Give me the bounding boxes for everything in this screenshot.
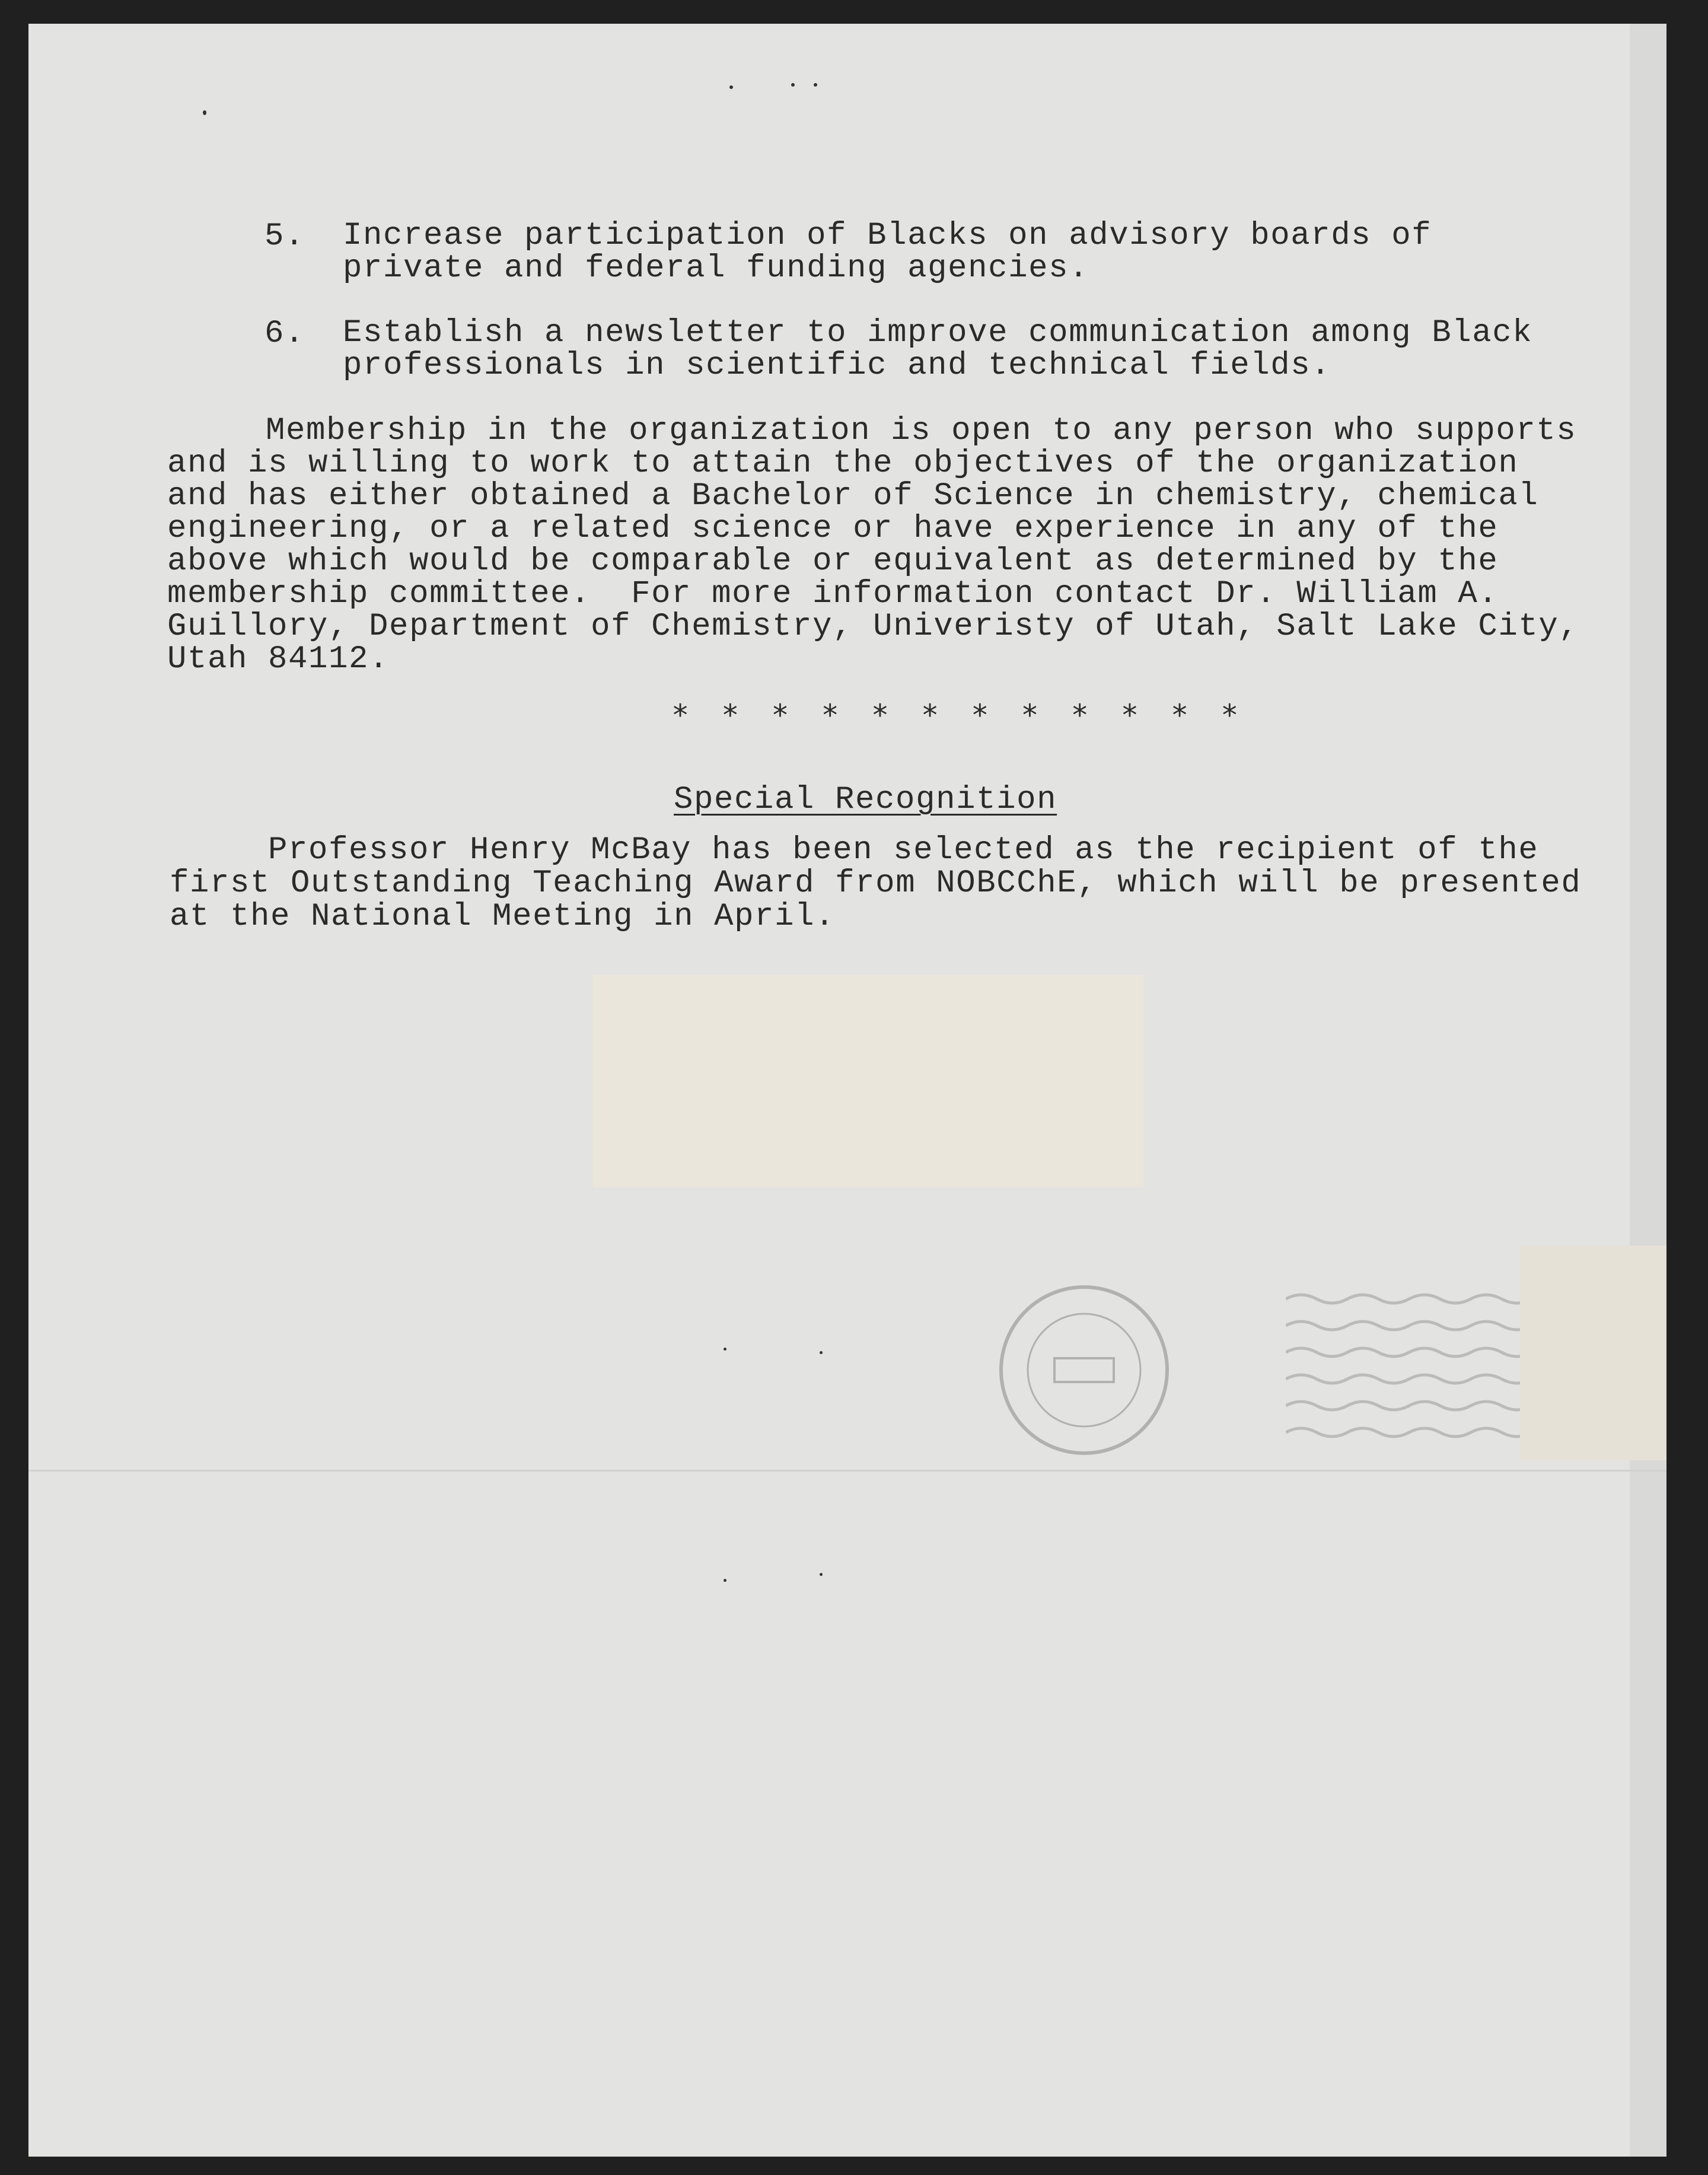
ink-speck [791,83,795,87]
special-recognition-heading: Special Recognition [674,782,1057,818]
item-6-line-2: professionals in scientific and technical fields. [343,348,1331,384]
ink-speck [724,1579,726,1582]
membership-line-3: and has either obtained a Bachelor of Science in chemistry, chemical [167,478,1539,514]
item-5-number: 5. [265,218,305,254]
document-page [28,24,1666,2157]
special-line-3: at the National Meeting in April. [170,899,836,935]
membership-line-6: membership committee. For more information contact Dr. William A. [167,576,1499,612]
membership-line-5: above which would be comparable or equivalent as determined by the [167,543,1499,579]
ink-speck [820,1351,823,1354]
fold-line [28,1470,1666,1472]
cancellation-lines-icon [1286,1281,1535,1459]
special-line-1: Professor Henry McBay has been selected as the recipient of the [268,832,1539,868]
membership-line-4: engineering, or a related science or have experience in any of the [167,511,1499,547]
envelope-tab [1520,1246,1666,1460]
ink-speck [203,110,206,115]
membership-line-1: Membership in the organization is open to any person who supports [266,413,1577,449]
item-5-line-2: private and federal funding agencies. [343,250,1089,286]
asterisk-separator: * * * * * * * * * * * * [671,698,1246,733]
item-5-line-1: Increase participation of Blacks on advisory boards of [343,218,1432,254]
ink-speck [729,85,733,89]
ink-speck [820,1573,823,1576]
membership-line-8: Utah 84112. [167,641,390,677]
page-edge-shadow [1630,24,1666,2157]
ink-speck [814,83,817,87]
membership-line-7: Guillory, Department of Chemistry, Univeristy of Utah, Salt Lake City, [167,609,1579,645]
item-6-number: 6. [265,316,305,352]
paper-label-patch [593,975,1143,1187]
item-6-line-1: Establish a newsletter to improve communication among Black [343,315,1533,351]
special-line-2: first Outstanding Teaching Award from NOBCChE, which will be presented [170,865,1582,902]
membership-line-2: and is willing to work to attain the objectives of the organization [167,445,1519,482]
postmark-stamp-icon [989,1269,1179,1471]
ink-speck [724,1348,726,1351]
